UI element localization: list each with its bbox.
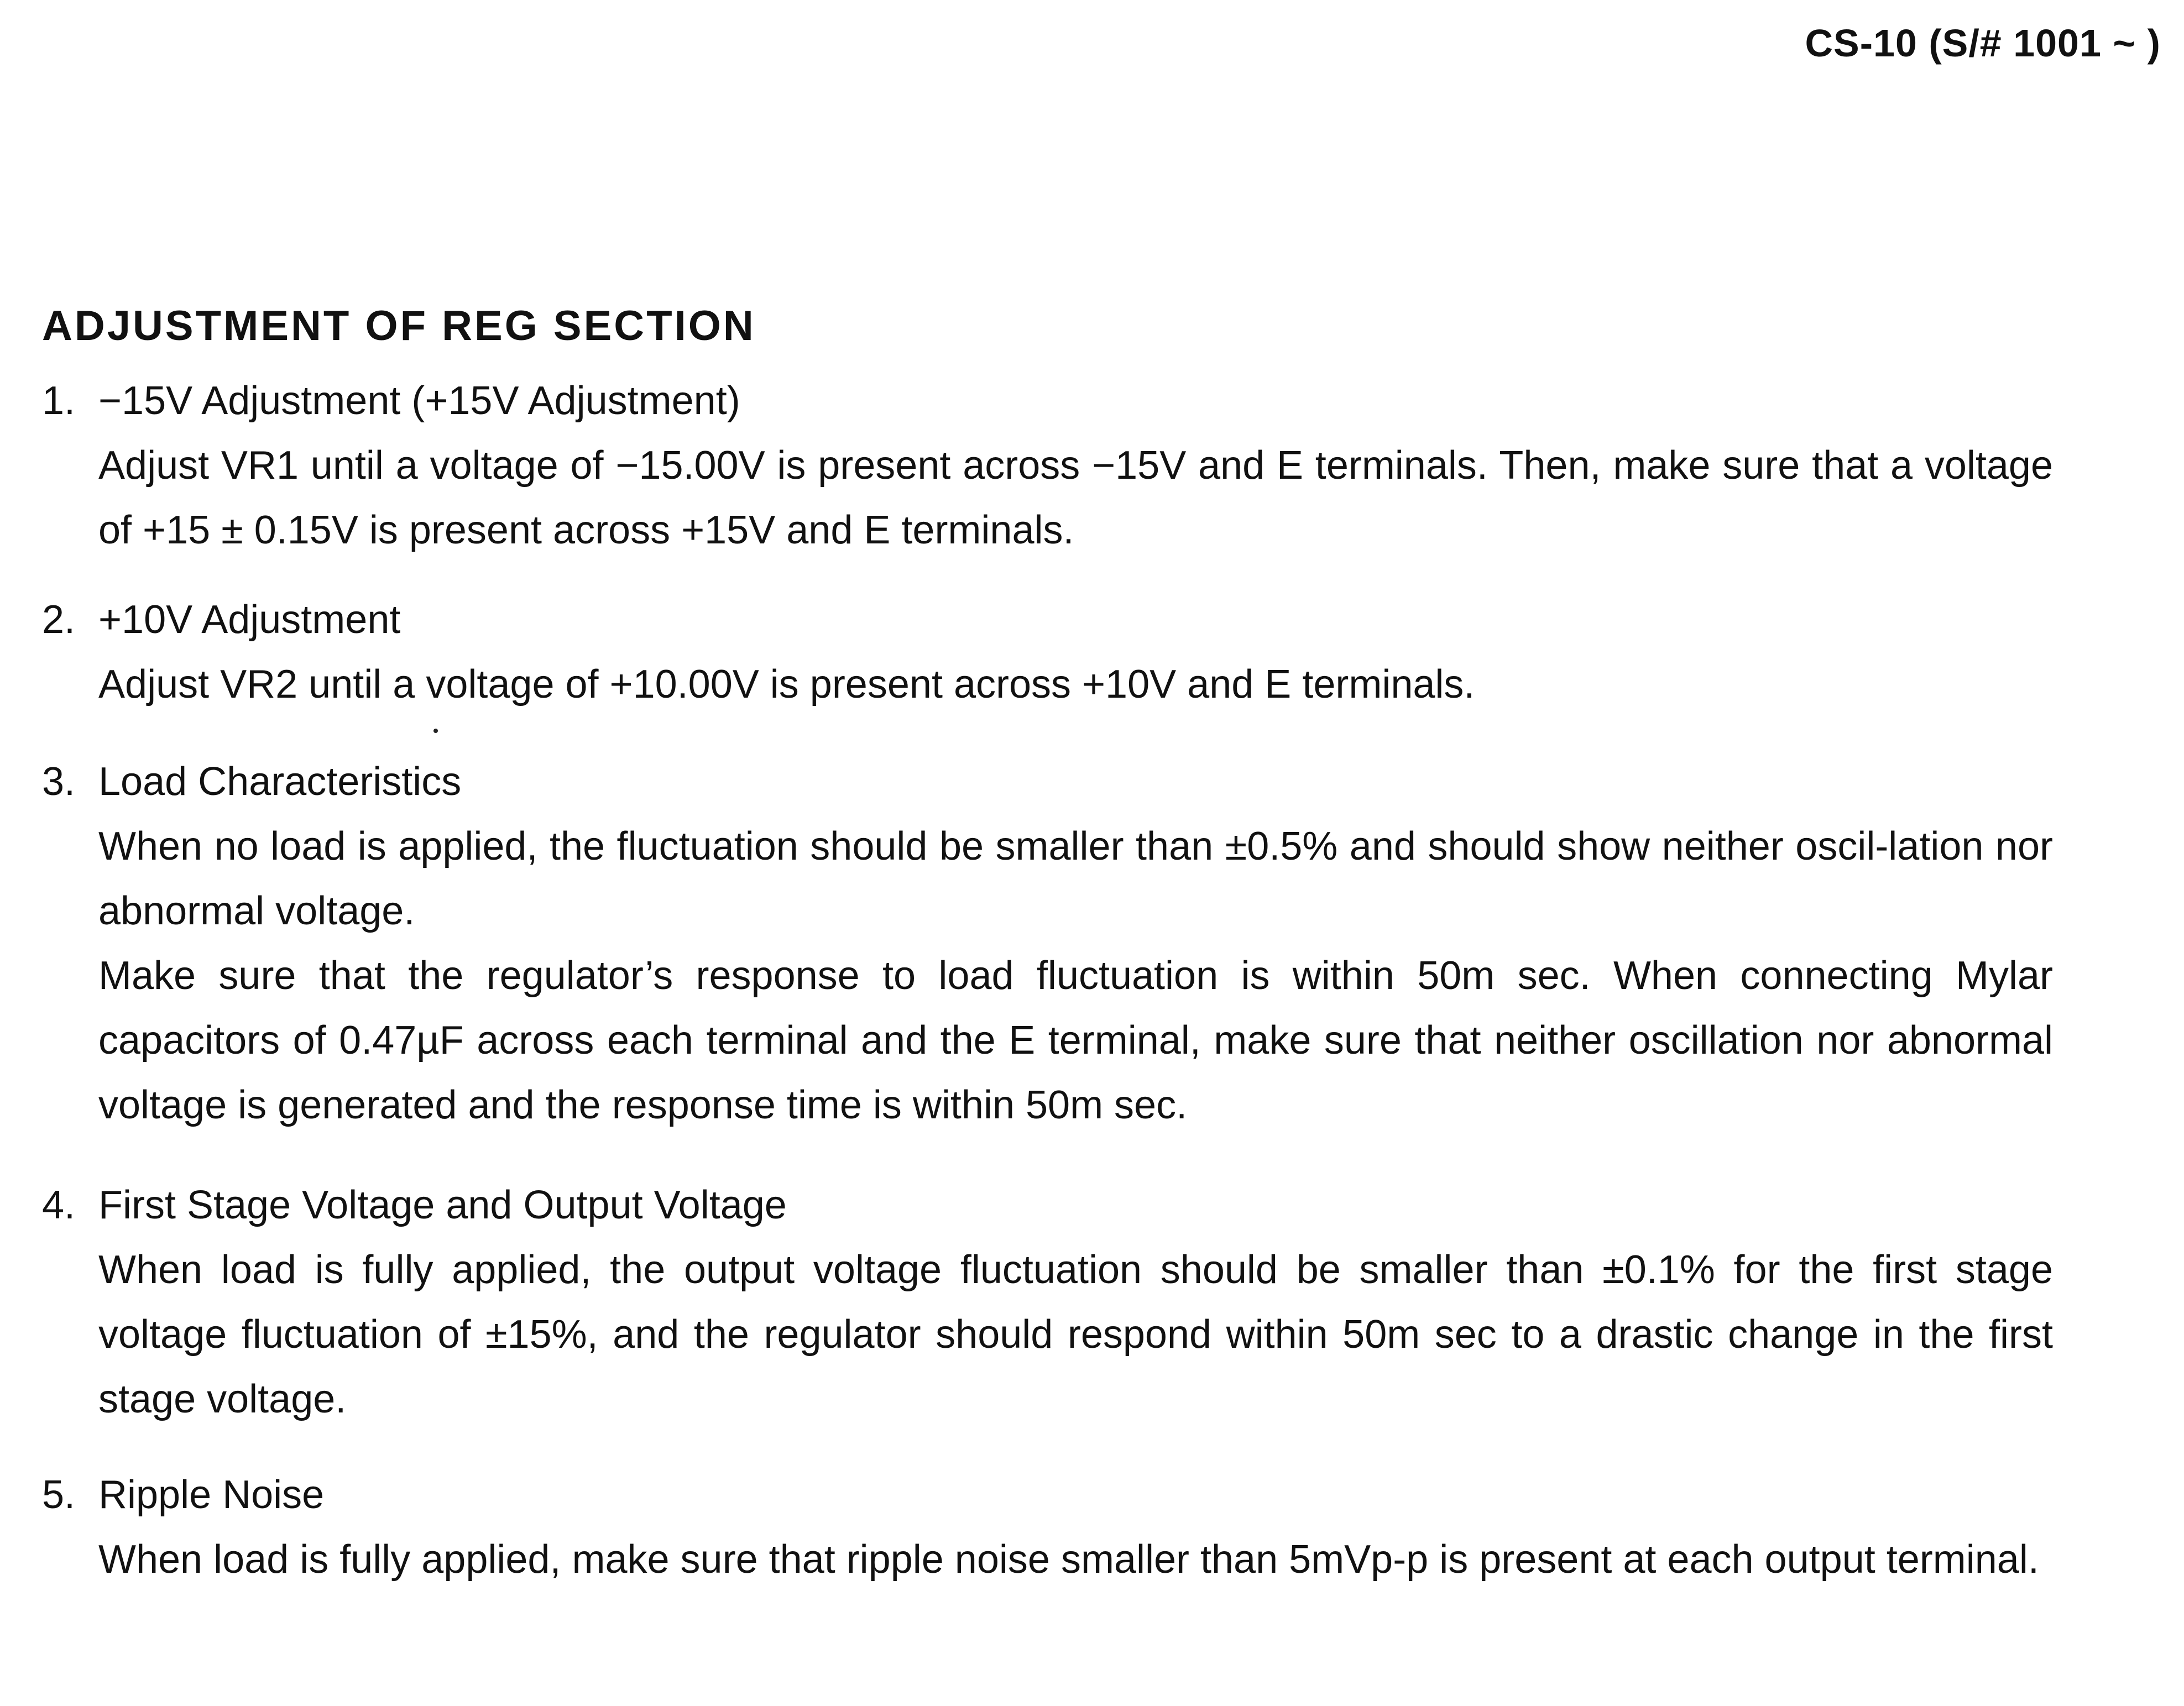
- item-number: 3.: [42, 760, 76, 804]
- item-paragraph: When no load is applied, the fluctuation should be smaller than ±0.5% and should show neither oscil-lation nor abnormal voltage.: [98, 824, 2053, 933]
- scan-speck: [433, 729, 438, 733]
- item-body: [98, 652, 2053, 717]
- page-header-model-code: CS-10 (S/# 1001 ~ ): [1805, 22, 2161, 65]
- item-paragraph: When load is fully applied, the output voltage fluctuation should be smaller than ±0.1% for the first stage voltage fluctuation of ±15%, and the regulator should respond within 50m sec to a drastic change in the first stage voltage.: [98, 1248, 2053, 1421]
- item-heading: [42, 1173, 2060, 1238]
- item-body: [98, 1527, 2053, 1592]
- item-paragraph: Make sure that the regulator’s response to load fluctuation is within 50m sec. When connecting Mylar capacitors of 0.47µF across each terminal and the E terminal, make sure that neither oscillation nor abnormal voltage is generated and the response time is within 50m sec.: [98, 954, 2053, 1127]
- item-title: First Stage Voltage and Output Voltage: [98, 1183, 787, 1227]
- adjustment-item: [42, 587, 2060, 717]
- item-title: −15V Adjustment (+15V Adjustment): [98, 379, 740, 423]
- item-title: Ripple Noise: [98, 1473, 325, 1517]
- section-title: ADJUSTMENT OF REG SECTION: [42, 302, 756, 349]
- item-body: [98, 433, 2053, 563]
- item-paragraph: When load is fully applied, make sure that ripple noise smaller than 5mVp-p is present at each output terminal.: [98, 1537, 2039, 1582]
- item-number: 2.: [42, 598, 76, 642]
- item-title: Load Characteristics: [98, 760, 462, 804]
- item-body: [98, 1238, 2053, 1432]
- adjustment-item: [42, 1462, 2060, 1592]
- item-title: +10V Adjustment: [98, 598, 401, 642]
- item-number: 1.: [42, 379, 76, 423]
- item-number: 4.: [42, 1183, 76, 1227]
- item-paragraph: Adjust VR2 until a voltage of +10.00V is present across +10V and E terminals.: [98, 662, 1475, 707]
- item-number: 5.: [42, 1473, 76, 1517]
- item-paragraph: Adjust VR1 until a voltage of −15.00V is present across −15V and E terminals. Then, make sure that a voltage of +15 ± 0.15V is present across +15V and E terminals.: [98, 443, 2053, 552]
- item-heading: [42, 749, 2060, 814]
- adjustment-item: [42, 368, 2060, 563]
- adjustment-item: [42, 1173, 2060, 1432]
- item-heading: [42, 1462, 2060, 1527]
- item-heading: [42, 368, 2060, 433]
- item-heading: [42, 587, 2060, 652]
- adjustment-item: [42, 749, 2060, 1138]
- item-body: [98, 814, 2053, 1138]
